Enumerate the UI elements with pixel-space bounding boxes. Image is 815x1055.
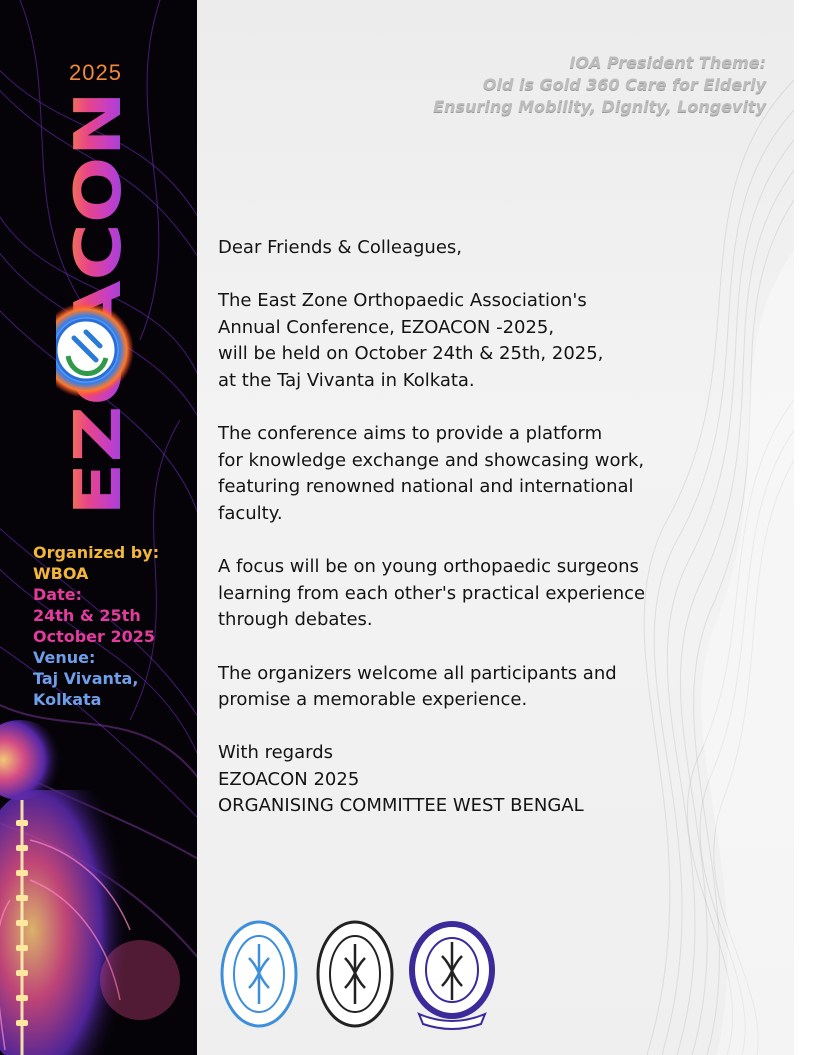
letter-body xyxy=(218,235,718,820)
theme-line-2: Ensuring Mobility, Dignity, Longevity xyxy=(433,97,766,116)
letter-paragraph-3: A focus will be on young orthopaedic surgeons learning from each other's practical experience through debates. xyxy=(218,556,646,631)
venue-value-line2: Kolkata xyxy=(33,690,102,709)
letter-paragraph-2: The conference aims to provide a platform for knowledge exchange and showcasing work, featuring renowned national and international faculty. xyxy=(218,423,645,524)
ioa-president-theme xyxy=(433,52,766,118)
letter-greeting: Dear Friends & Colleagues, xyxy=(218,237,462,258)
conference-year: 2025 xyxy=(69,60,122,85)
letter-paper xyxy=(197,0,794,1055)
organized-by-value: WBOA xyxy=(33,564,89,583)
venue-value-line1: Taj Vivanta, xyxy=(33,669,139,688)
date-value-line1: 24th & 25th xyxy=(33,606,141,625)
date-value-line2: October 2025 xyxy=(33,627,156,646)
theme-line-1: Old is Gold 360 Care for Elderly xyxy=(482,75,766,94)
event-info xyxy=(33,542,193,710)
venue-label: Venue: xyxy=(33,648,96,667)
letter-closing: With regards EZOACON 2025 ORGANISING COMMITTEE WEST BENGAL xyxy=(218,742,584,817)
letter-paragraph-1: The East Zone Orthopaedic Association's Annual Conference, EZOACON -2025, will be held on October 24th & 25th, 2025, at the Taj Vivanta in Kolkata. xyxy=(218,290,604,391)
association-logos xyxy=(219,918,509,1030)
ezoacon-vertical-title xyxy=(56,88,136,518)
right-margin xyxy=(794,0,815,1055)
sidebar-panel xyxy=(0,0,197,1055)
title-text xyxy=(62,91,136,516)
date-label: Date: xyxy=(33,585,82,604)
indian-orthopaedic-association-logo xyxy=(219,918,299,1030)
eastern-zone-ioa-logo xyxy=(409,918,495,1030)
theme-heading: IOA President Theme: xyxy=(569,53,766,72)
west-bengal-orthopaedic-association-logo xyxy=(315,918,395,1030)
organized-by-label: Organized by: xyxy=(33,543,160,562)
letter-paragraph-4: The organizers welcome all participants and promise a memorable experience. xyxy=(218,662,617,711)
